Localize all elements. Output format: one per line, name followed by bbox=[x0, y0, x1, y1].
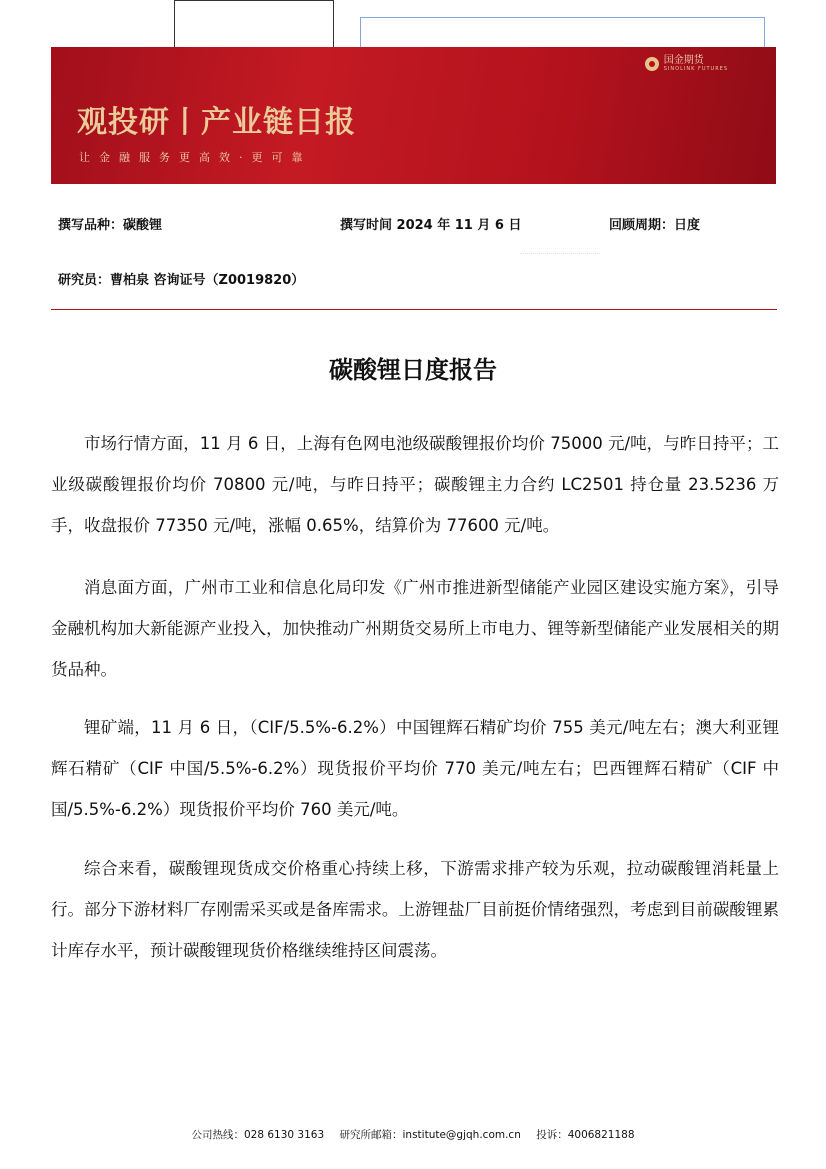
page-footer bbox=[0, 1127, 826, 1142]
footer-hotline: 公司热线：028 6130 3163 bbox=[191, 1129, 325, 1141]
paragraph-summary: 综合来看，碳酸锂现货成交价格重心持续上移，下游需求排产较为乐观，拉动碳酸锂消耗量上行。部分下游材料厂存刚需采买或是备库需求。上游锂盐厂目前挺价情绪强烈，考虑到目前碳酸锂累计库存水平，预计碳酸锂现货价格继续维持区间震荡。 bbox=[51, 859, 779, 960]
paragraph-market: 市场行情方面，11 月 6 日，上海有色网电池级碳酸锂报价均价 75000 元/吨，与昨日持平；工业级碳酸锂报价均价 70800 元/吨，与昨日持平；碳酸锂主力合约 LC2501 持仓量 23.5236 万手，收盘报价 77350 元/吨，涨幅 0.65%，结算价为 77600 元/吨。 bbox=[51, 434, 779, 535]
footer-complaint: 投诉：4006821188 bbox=[536, 1129, 635, 1141]
company-logo bbox=[645, 55, 728, 72]
logo-icon bbox=[645, 57, 659, 71]
paragraph-news: 消息面方面，广州市工业和信息化局印发《广州市推进新型储能产业园区建设实施方案》，引导金融机构加大新能源产业投入，加快推动广州期货交易所上市电力、锂等新型储能产业发展相关的期货品种。 bbox=[51, 578, 779, 679]
logo-text: 国金期货 bbox=[663, 55, 704, 66]
document-title: 碳酸锂日度报告 bbox=[329, 356, 497, 384]
decorative-dots bbox=[520, 253, 600, 254]
header-divider bbox=[51, 309, 777, 310]
meta-analyst: 研究员：曹柏泉 咨询证号（Z0019820） bbox=[58, 273, 305, 288]
banner-slogan: 让金融服务更高效·更可靠 bbox=[79, 151, 312, 164]
paragraph-ore: 锂矿端，11 月 6 日，（CIF/5.5%-6.2%）中国锂辉石精矿均价 755 美元/吨左右；澳大利亚锂辉石精矿（CIF 中国/5.5%-6.2%）现货报价平均价 770 美元/吨左右；巴西锂辉石精矿（CIF 中国/5.5%-6.2%）现货报价平均价 760 美元/吨。 bbox=[51, 718, 779, 819]
report-banner bbox=[51, 47, 776, 184]
header-frame-left bbox=[174, 0, 334, 54]
meta-date: 撰写时间 2024 年 11 月 6 日 bbox=[340, 218, 522, 233]
meta-product: 撰写品种：碳酸锂 bbox=[58, 218, 163, 233]
logo-subtext: SINOLINK FUTURES bbox=[663, 66, 728, 72]
meta-period: 回顾周期：日度 bbox=[609, 218, 701, 233]
banner-title: 观投研丨产业链日报 bbox=[77, 105, 356, 140]
footer-email: 研究所邮箱：institute@gjqh.com.cn bbox=[339, 1129, 521, 1141]
